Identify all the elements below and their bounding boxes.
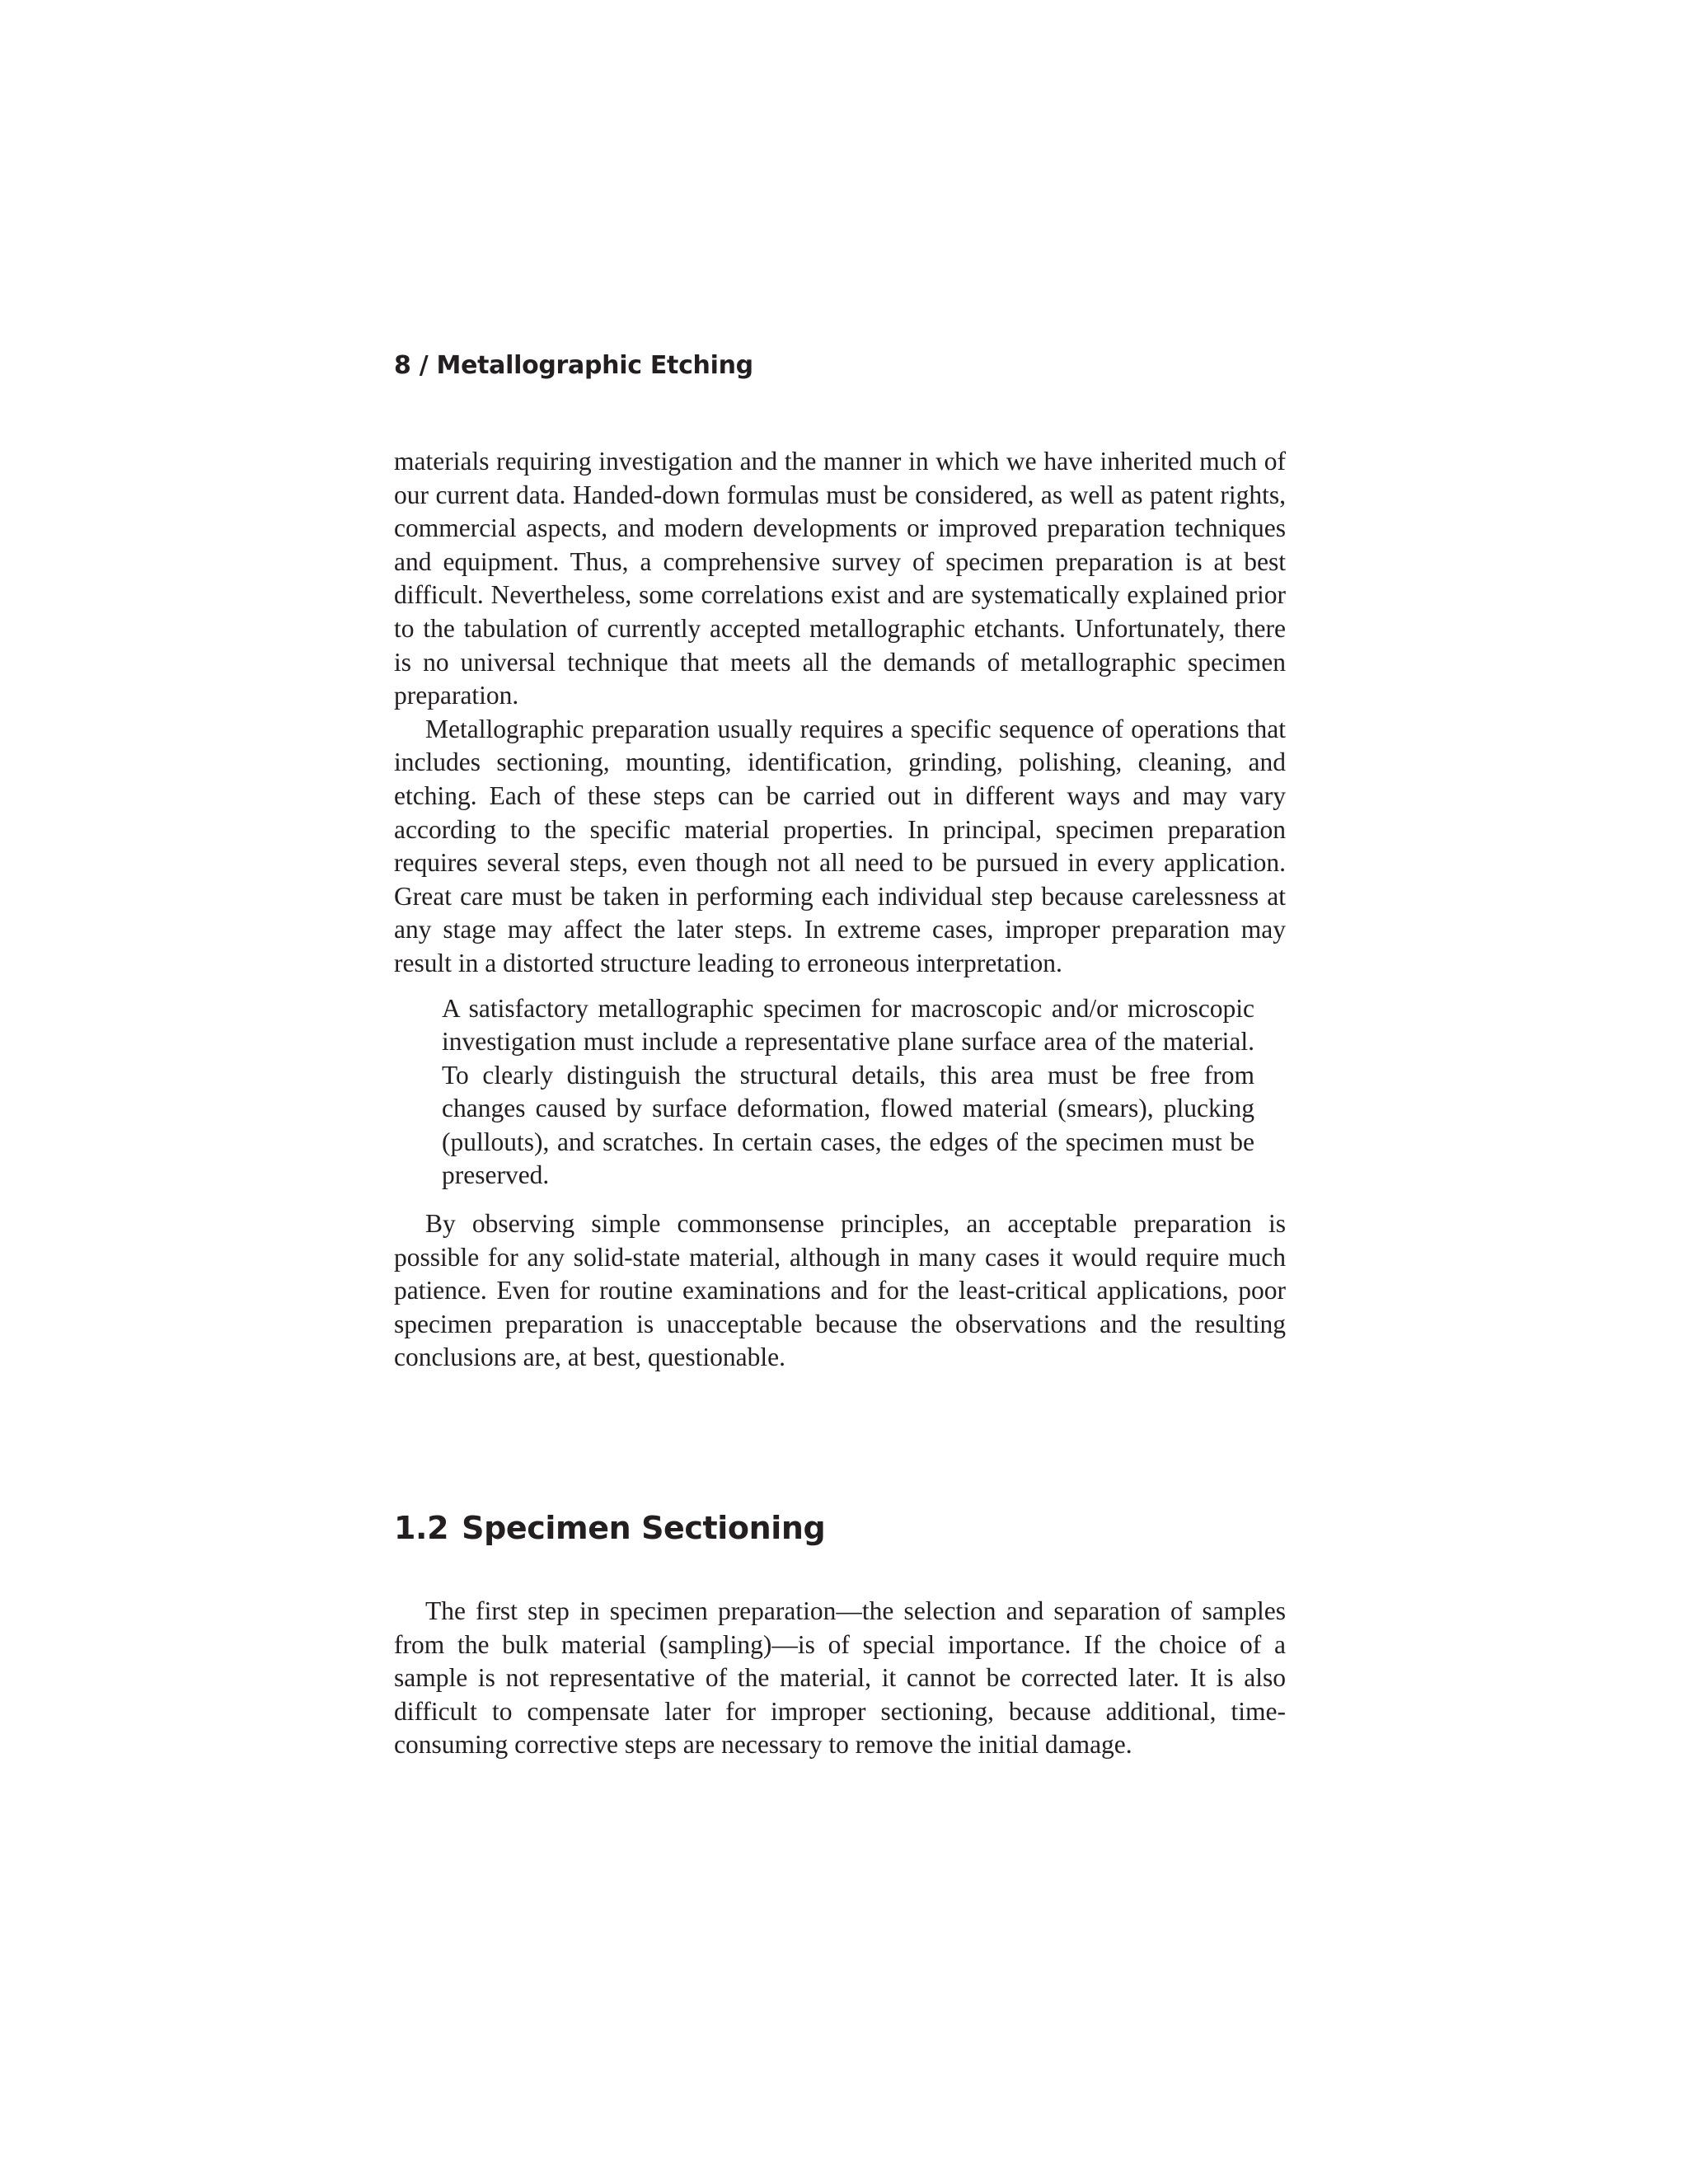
running-head: 8 / Metallographic Etching — [394, 351, 753, 380]
paragraph-continued: materials requiring investigation and the manner in which we have inherited much of our current data. Handed-down formulas must be considered, as well as patent rights, commercial aspects, and modern developments or improved preparation techniques and equipment. Thus, a comprehensive survey of specimen preparation is at best difficult. Nevertheless, some correlations exist and are systematically explained prior to the tabulation of currently accepted metallographic etchants. Unfortunately, there is no universal technique that meets all the demands of metallographic specimen preparation. — [394, 447, 1286, 710]
body-text — [394, 445, 1286, 1375]
section-title: Specimen Sectioning — [462, 1510, 826, 1546]
section-number: 1.2 — [394, 1510, 449, 1546]
paragraph-preparation-sequence: Metallographic preparation usually requires a specific sequence of operations that includes sectioning, mounting, identification, grinding, polishing, cleaning, and etching. Each of these steps can be carried out in different ways and may vary according to the specific material properties. In principal, specimen preparation requires several steps, even though not all need to be pursued in every application. Great care must be taken in performing each individual step because carelessness at any stage may affect the later steps. In extreme cases, improper preparation may result in a distorted structure leading to erroneous interpretation. — [394, 714, 1286, 977]
section-text — [394, 1595, 1286, 1762]
block-quote-satisfactory-specimen: A satisfactory metallographic specimen for macroscopic and/or microscopic investigation must include a representative plane surface area of the material. To clearly distinguish the structural details, this area must be free from changes caused by surface deformation, flowed material (smears), plucking (pullouts), and scratches. In certain cases, the edges of the specimen must be preserved. — [442, 993, 1254, 1190]
paragraph-commonsense-principles: By observing simple commonsense principles, an acceptable preparation is possible for any solid-state material, although in many cases it would require much patience. Even for routine examinations and for the least-critical applications, poor specimen preparation is unacceptable because the observations and the resulting conclusions are, at best, questionable. — [394, 1209, 1286, 1372]
section-heading — [394, 1508, 825, 1548]
paragraph-first-step: The first step in specimen preparation—the selection and separation of samples from the bulk material (sampling)—is of special importance. If the choice of a sample is not representative of the material, it cannot be corrected later. It is also difficult to compensate later for improper sectioning, because additional, time-consuming corrective steps are necessary to remove the initial damage. — [394, 1596, 1286, 1760]
